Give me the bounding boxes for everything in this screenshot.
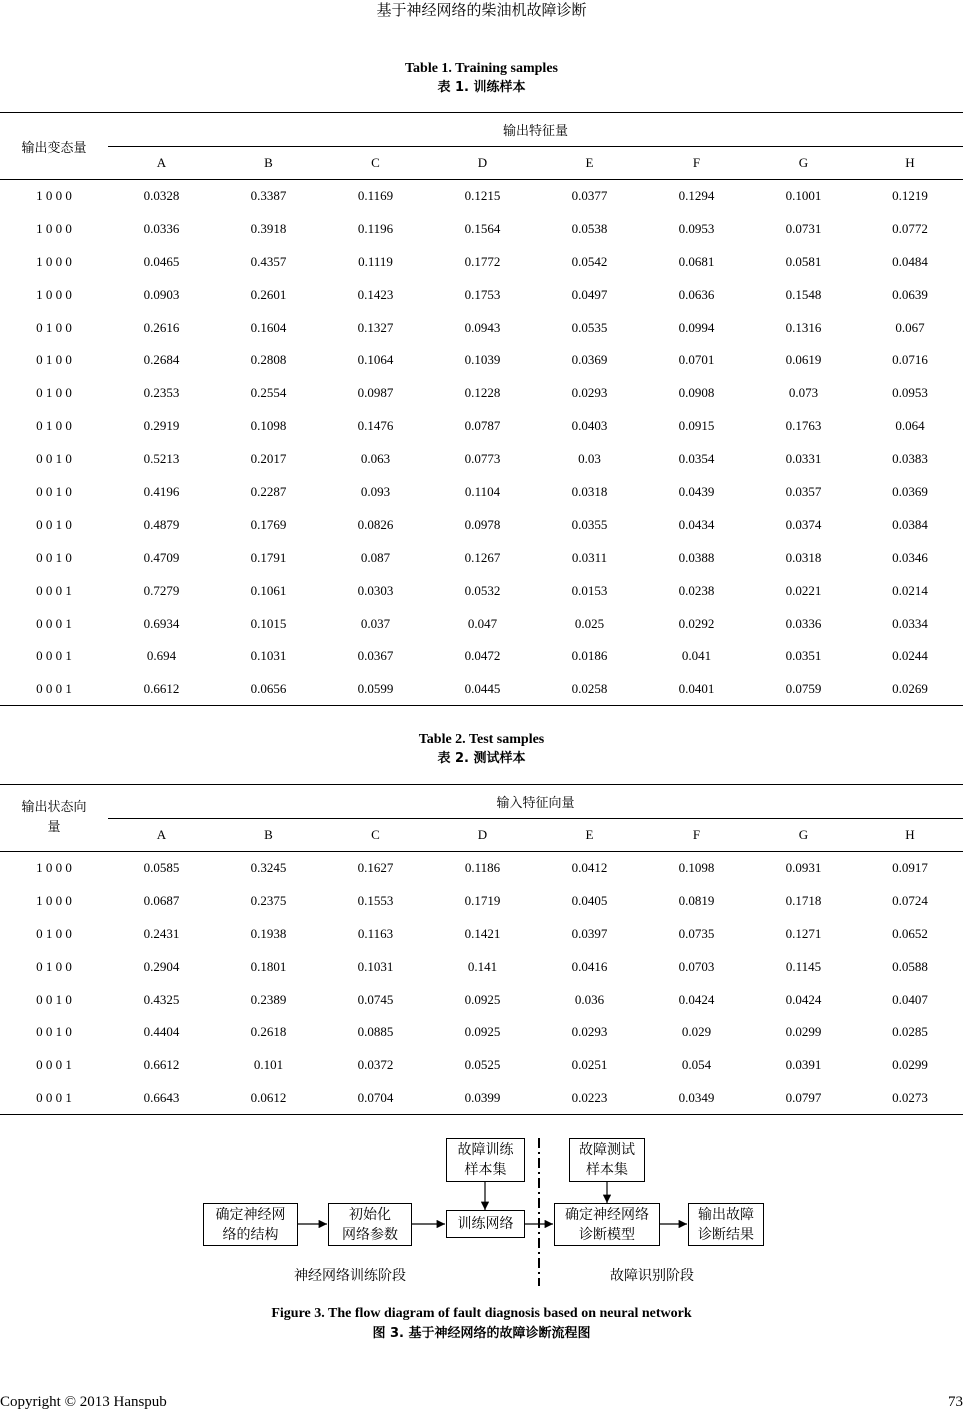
table1-row [0,574,963,607]
table1-value-cell: 0.0532 [464,582,501,598]
table1-value-cell: 0.1001 [785,188,822,204]
table1-value-cell: 0.0403 [571,418,608,434]
table2-value-cell: 0.1186 [464,860,501,876]
table2-value-cell: 0.0391 [785,1057,822,1073]
table1-value-cell: 0.4196 [143,483,180,499]
table1-value-cell: 0.037 [360,615,391,631]
table2-value-cell: 0.6643 [108,1082,215,1115]
table2-value-cell: 0.0405 [571,892,608,908]
table1-value-cell: 0.0639 [892,286,928,302]
table2-value-cell: 0.4404 [143,1024,180,1040]
table2-value-cell: 0.0612 [215,1082,322,1115]
box-output-result [688,1203,764,1246]
table1-value-cell: 0.041 [681,648,712,664]
table2-row [0,1049,963,1082]
table2-caption-en: Table 2. Test samples [418,732,545,747]
table1-state-cell: 1 0 0 0 [36,253,72,269]
table2-value-cell: 0.0745 [357,991,394,1007]
table1-state-cell: 1 0 0 0 [36,188,72,204]
table2-value-cell: 0.1801 [250,958,287,974]
table1-value-cell: 0.0599 [322,673,429,706]
table1-value-cell: 0.1476 [357,418,394,434]
table1-value-cell: 0.0153 [571,582,608,598]
table2-row-header [0,785,108,852]
table2-value-cell: 0.2618 [250,1024,287,1040]
table1-value-cell: 0.2684 [143,352,180,368]
table1-value-cell: 0.1015 [250,615,287,631]
box-init-params [328,1203,412,1246]
table2-value-cell: 0.0349 [643,1082,750,1115]
table2-value-cell: 0.4325 [143,991,180,1007]
table1-column-header: F [643,147,750,180]
table2-row [0,852,963,885]
table1-value-cell: 0.0214 [892,582,928,598]
table2-value-cell: 0.1031 [357,958,394,974]
table1-state-cell: 0 1 0 0 [36,418,72,434]
table1-value-cell: 0.0681 [678,253,715,269]
table1-value-cell: 0.0318 [785,549,822,565]
table2-value-cell: 0.0251 [571,1057,608,1073]
table1-value-cell: 0.1031 [250,648,287,664]
table2-value-cell: 0.0819 [678,892,715,908]
table1-value-cell: 0.0978 [464,516,501,532]
table1-value-cell: 0.0656 [215,673,322,706]
table1-value-cell: 0.0311 [571,549,608,565]
box-train-network: 训练网络 [446,1210,525,1238]
table1-value-cell: 0.0943 [464,319,501,335]
table2-state-cell: 0 1 0 0 [36,925,72,941]
table1-caption-en: Table 1. Training samples [404,61,558,76]
table1-value-cell: 0.0903 [143,286,180,302]
table2-column-header: G [750,819,857,852]
table1-value-cell: 0.0369 [571,352,608,368]
table1-value-cell: 0.03 [578,451,601,467]
table2-value-cell: 0.1553 [357,892,394,908]
table2-value-cell: 0.0797 [750,1082,857,1115]
table2-value-cell: 0.0424 [678,991,715,1007]
table1-value-cell: 0.073 [788,385,819,401]
table2-state-cell: 0 0 1 0 [36,991,72,1007]
table1-column-header: D [429,147,536,180]
table1-value-cell: 0.1604 [250,319,287,335]
table1-value-cell: 0.0636 [678,286,715,302]
table1-value-cell: 0.1327 [357,319,394,335]
table1-column-header: B [215,147,322,180]
table1-state-cell: 0 1 0 0 [36,352,72,368]
table2-row [0,983,963,1016]
table2-row [0,917,963,950]
table2 [0,784,963,1115]
box-test-samples [569,1138,645,1182]
table2-value-cell: 0.0293 [571,1024,608,1040]
box-train-samples-line1: 故障训练 [457,1142,514,1158]
table2-value-cell: 0.0687 [143,892,180,908]
table1-state-cell: 0 0 1 0 [36,516,72,532]
table1-value-cell: 0.0383 [892,451,928,467]
table1-value-cell: 0.1119 [358,253,393,269]
table1-value-cell: 0.0336 [785,615,822,631]
table2-value-cell: 0.2389 [250,991,287,1007]
table2-value-cell: 0.0885 [357,1024,394,1040]
table2-value-cell: 0.1098 [678,860,715,876]
table1-value-cell: 0.2601 [250,286,287,302]
table1-state-cell: 0 0 0 1 [36,615,72,631]
table1-value-cell: 0.1098 [250,418,287,434]
table1-value-cell: 0.0238 [678,582,715,598]
table2-value-cell: 0.0703 [678,958,715,974]
table2-group-header: 输入特征向量 [108,785,963,819]
table1-row [0,377,963,410]
table1-value-cell: 0.0346 [892,549,928,565]
table1-value-cell: 0.0716 [892,352,928,368]
table2-column-header: A [108,819,215,852]
table1-value-cell: 0.1169 [357,188,394,204]
table2-value-cell: 0.036 [574,991,605,1007]
table1-row [0,443,963,476]
table1-value-cell: 0.0331 [785,451,822,467]
box-train-samples [446,1138,525,1182]
table1-value-cell: 0.1791 [250,549,287,565]
table2-value-cell: 0.1421 [464,925,501,941]
table2-state-cell: 0 1 0 0 [36,958,72,974]
table1-value-cell: 0.3387 [250,188,287,204]
table1-row [0,180,963,213]
table1-row [0,607,963,640]
table1-value-cell: 0.0915 [678,418,715,434]
stage-label-recognition: 故障识别阶段 [610,1268,694,1284]
table1-value-cell: 0.0354 [678,451,715,467]
table1-value-cell: 0.0384 [892,516,928,532]
table2-row [0,1082,963,1115]
table1-state-cell: 0 1 0 0 [36,385,72,401]
table1-value-cell: 0.5213 [143,451,180,467]
table1-value-cell: 0.2554 [250,385,287,401]
table2-column-header: F [643,819,750,852]
table1-value-cell: 0.0303 [357,582,394,598]
table1-value-cell: 0.0908 [678,385,715,401]
table1-value-cell: 0.1423 [357,286,394,302]
table1-value-cell: 0.2287 [250,483,287,499]
table2-value-cell: 0.1627 [357,860,394,876]
table2-value-cell: 0.0585 [143,860,180,876]
table1-value-cell: 0.0401 [643,673,750,706]
table2-value-cell: 0.0704 [322,1082,429,1115]
table1-column-header: C [322,147,429,180]
table1-value-cell: 0.1228 [464,385,501,401]
table2-value-cell: 0.1145 [785,958,822,974]
table1-row [0,476,963,509]
table2-state-cell: 0 0 0 1 [0,1082,108,1115]
box-network-structure [203,1203,298,1246]
table1-value-cell: 0.7279 [143,582,180,598]
table2-row [0,884,963,917]
table2-value-cell: 0.0285 [892,1024,928,1040]
table1-value-cell: 0.067 [895,319,925,335]
table1-column-header: E [536,147,643,180]
table1-column-header: A [108,147,215,180]
table1-value-cell: 0.0355 [571,516,608,532]
table1-value-cell: 0.2919 [143,418,180,434]
table1-value-cell: 0.6934 [143,615,180,631]
table1-value-cell: 0.4709 [143,549,180,565]
table1-row-header: 输出变态量 [0,113,108,180]
table1-value-cell: 0.0357 [785,483,822,499]
table1-value-cell: 0.1294 [678,188,715,204]
table2-value-cell: 0.0372 [357,1057,394,1073]
table1-value-cell: 0.0581 [785,253,822,269]
table1-state-cell: 0 0 0 1 [36,582,72,598]
table1-row [0,344,963,377]
table2-column-header: B [215,819,322,852]
table1-row [0,410,963,443]
table1-value-cell: 0.0244 [892,648,928,664]
table1-state-cell: 0 0 0 1 [0,673,108,706]
table1-value-cell: 0.0731 [785,220,822,236]
table1-value-cell: 0.0953 [892,385,928,401]
table1-value-cell: 0.0351 [785,648,822,664]
table1-value-cell: 0.0465 [143,253,180,269]
table2-column-header: H [857,819,963,852]
table1-row [0,311,963,344]
table1-state-cell: 1 0 0 0 [36,220,72,236]
table1-row [0,245,963,278]
table1-value-cell: 0.1564 [464,220,501,236]
table2-row [0,1016,963,1049]
table2-state-cell: 1 0 0 0 [36,860,72,876]
table1-row [0,640,963,673]
table2-value-cell: 0.0652 [892,925,928,941]
box-test-samples-line2: 样本集 [586,1162,628,1178]
stage-label-training: 神经网络训练阶段 [294,1268,406,1284]
table1-value-cell: 0.1064 [357,352,394,368]
table1-value-cell: 0.0292 [678,615,715,631]
table2-value-cell: 0.0588 [892,958,928,974]
table1-value-cell: 0.1548 [785,286,822,302]
box-diagnosis-model-line2: 诊断模型 [579,1226,635,1243]
table2-row-header-line1: 输出状态向 [21,800,87,815]
table1-state-cell: 0 0 1 0 [36,483,72,499]
table2-column-header: C [322,819,429,852]
table2-value-cell: 0.1163 [357,925,394,941]
table2-state-cell: 0 0 1 0 [36,1024,72,1040]
table1-value-cell: 0.1769 [250,516,287,532]
box-output-result-line1: 输出故障 [698,1206,754,1223]
table1-value-cell: 0.0987 [357,385,394,401]
box-init-params-line2: 网络参数 [342,1226,398,1243]
table2-value-cell: 0.2904 [143,958,180,974]
table2-column-header: E [536,819,643,852]
table2-value-cell: 0.0724 [892,892,928,908]
table2-value-cell: 0.0299 [785,1024,822,1040]
table1-value-cell: 0.1104 [464,483,501,499]
box-test-samples-line1: 故障测试 [579,1142,635,1158]
table1-value-cell: 0.0258 [536,673,643,706]
table1 [0,112,963,706]
table1-row [0,541,963,574]
table1-value-cell: 0.1772 [464,253,501,269]
table1-value-cell: 0.0701 [678,352,715,368]
table1-value-cell: 0.1753 [464,286,501,302]
table1-group-header: 输出特征量 [108,113,963,147]
table1-value-cell: 0.1316 [785,319,822,335]
table1-value-cell: 0.1215 [464,188,501,204]
table1-value-cell: 0.0445 [429,673,536,706]
table1-value-cell: 0.0484 [892,253,928,269]
table2-state-cell: 0 0 0 1 [36,1057,72,1073]
table1-value-cell: 0.6612 [108,673,215,706]
table1-value-cell: 0.025 [574,615,605,631]
table1-value-cell: 0.0367 [357,648,394,664]
table1-caption-zh: 表 1. 训练样本 [437,80,526,95]
table1-value-cell: 0.1196 [357,220,394,236]
table2-value-cell: 0.0223 [536,1082,643,1115]
table2-value-cell: 0.0925 [464,991,501,1007]
table1-value-cell: 0.0472 [464,648,501,664]
table1-value-cell: 0.0318 [571,483,608,499]
table2-value-cell: 0.0525 [464,1057,501,1073]
table1-value-cell: 0.694 [146,648,177,664]
table1-row [0,278,963,311]
table2-value-cell: 0.0917 [892,860,928,876]
table2-value-cell: 0.2375 [250,892,287,908]
table2-value-cell: 0.0416 [571,958,608,974]
table2-value-cell: 0.0397 [571,925,608,941]
table2-value-cell: 0.1718 [785,892,822,908]
table1-value-cell: 0.087 [360,549,391,565]
table1-state-cell: 0 0 1 0 [36,451,72,467]
table1-value-cell: 0.0542 [571,253,608,269]
table1-value-cell: 0.0759 [750,673,857,706]
table1-value-cell: 0.047 [467,615,498,631]
table1-value-cell: 0.1267 [464,549,501,565]
table1-state-cell: 0 1 0 0 [36,319,72,335]
table1-value-cell: 0.0369 [892,483,928,499]
table1-value-cell: 0.0439 [678,483,715,499]
table2-value-cell: 0.141 [467,958,498,974]
box-init-params-line1: 初始化 [349,1206,391,1223]
table1-value-cell: 0.2353 [143,385,180,401]
table1-value-cell: 0.2017 [250,451,287,467]
figure3-caption-en: Figure 3. The flow diagram of fault diagnosis based on neural network [271,1306,692,1321]
table1-value-cell: 0.0336 [143,220,180,236]
table2-caption-zh: 表 2. 测试样本 [437,751,526,766]
table1-state-cell: 0 0 0 1 [36,648,72,664]
figure3-caption-zh: 图 3. 基于神经网络的故障诊断流程图 [372,1326,591,1341]
table1-value-cell: 0.0293 [571,385,608,401]
table2-value-cell: 0.0424 [785,991,822,1007]
table2-value-cell: 0.0407 [892,991,928,1007]
table1-value-cell: 0.0221 [785,582,822,598]
table1-column-header: H [857,147,963,180]
table1-value-cell: 0.0826 [357,516,394,532]
table1-value-cell: 0.1763 [785,418,822,434]
table1-value-cell: 0.1219 [892,188,928,204]
table2-value-cell: 0.1271 [785,925,822,941]
table2-value-cell: 0.0412 [571,860,608,876]
table1-value-cell: 0.0334 [892,615,928,631]
table1-value-cell: 0.2808 [250,352,287,368]
table2-value-cell: 0.0273 [857,1082,963,1115]
table1-row [0,508,963,541]
table1-value-cell: 0.093 [360,483,391,499]
table2-row [0,950,963,983]
table1-value-cell: 0.1061 [250,582,287,598]
table1-value-cell: 0.1039 [464,352,501,368]
table2-value-cell: 0.0735 [678,925,715,941]
running-head: 基于神经网络的柴油机故障诊断 [376,1,587,19]
table2-row-header-line2: 量 [47,820,61,835]
table1-state-cell: 0 0 1 0 [36,549,72,565]
footer-copyright: Copyright © 2013 Hanspub [0,1394,167,1410]
table2-value-cell: 0.0399 [429,1082,536,1115]
table2-value-cell: 0.2431 [143,925,180,941]
table2-value-cell: 0.054 [681,1057,712,1073]
box-diagnosis-model [554,1203,660,1246]
table1-value-cell: 0.0497 [571,286,608,302]
table1-value-cell: 0.0787 [464,418,501,434]
footer-page-number: 73 [948,1394,963,1410]
box-network-structure-line1: 确定神经网 [215,1206,286,1223]
table2-value-cell: 0.0299 [892,1057,928,1073]
table1-value-cell: 0.4879 [143,516,180,532]
table1-row [0,212,963,245]
table1-value-cell: 0.0994 [678,319,715,335]
table1-value-cell: 0.063 [360,451,391,467]
table2-value-cell: 0.029 [681,1024,712,1040]
table2-value-cell: 0.0925 [464,1024,501,1040]
table2-state-cell: 1 0 0 0 [36,892,72,908]
table2-value-cell: 0.1719 [464,892,501,908]
table1-state-cell: 1 0 0 0 [36,286,72,302]
box-output-result-line2: 诊断结果 [698,1226,754,1243]
table2-value-cell: 0.0931 [785,860,822,876]
table1-value-cell: 0.4357 [250,253,287,269]
table2-value-cell: 0.1938 [250,925,287,941]
table1-value-cell: 0.064 [895,418,925,434]
table1-value-cell: 0.0186 [571,648,608,664]
table1-value-cell: 0.2616 [143,319,180,335]
table1-column-header: G [750,147,857,180]
table1-value-cell: 0.0434 [678,516,715,532]
table2-column-header: D [429,819,536,852]
table2-value-cell: 0.3245 [250,860,287,876]
table1-value-cell: 0.0772 [892,220,928,236]
table1-value-cell: 0.0619 [785,352,822,368]
table1-value-cell: 0.0269 [857,673,963,706]
table1-value-cell: 0.0538 [571,220,608,236]
table1-value-cell: 0.0377 [571,188,608,204]
table1-value-cell: 0.3918 [250,220,287,236]
table1-value-cell: 0.0535 [571,319,608,335]
table1-value-cell: 0.0328 [143,188,180,204]
table2-value-cell: 0.6612 [143,1057,180,1073]
table1-value-cell: 0.0953 [678,220,715,236]
table2-value-cell: 0.101 [253,1057,284,1073]
table1-row [0,673,963,706]
table1-value-cell: 0.0773 [464,451,501,467]
table1-value-cell: 0.0374 [785,516,822,532]
box-train-samples-line2: 样本集 [464,1162,507,1178]
box-diagnosis-model-line1: 确定神经网络 [565,1206,649,1223]
table1-value-cell: 0.0388 [678,549,715,565]
box-network-structure-line2: 络的结构 [222,1226,279,1243]
